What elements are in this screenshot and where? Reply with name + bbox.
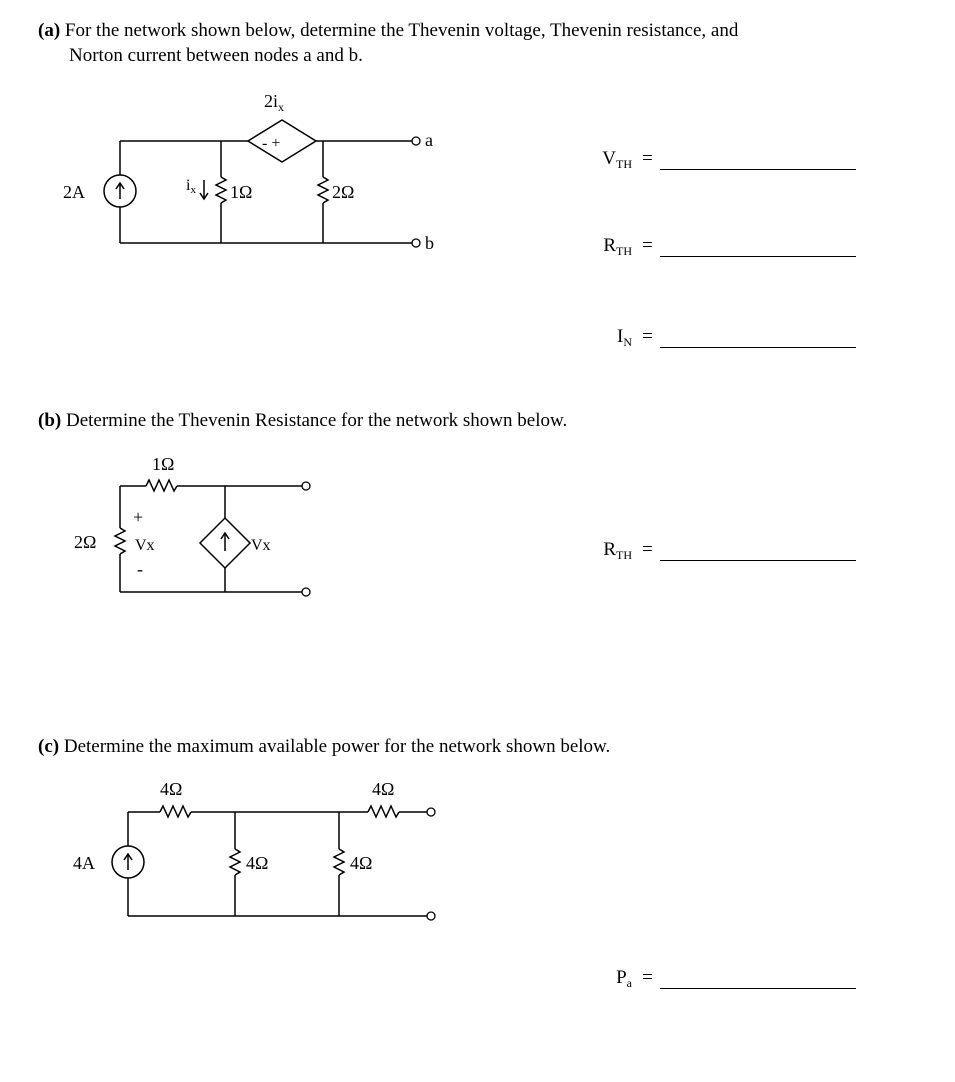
question-a-text-line1: For the network shown below, determine the Thevenin voltage, Thevenin resistance, and [64,20,739,41]
label-node-a: a [425,130,433,150]
answer-rth-b-symbol: $R_{TH}$ [603,539,632,562]
answer-rth-a-equals: = [642,235,653,256]
label-node-b: b [425,233,434,253]
label-2a: 2A [63,182,85,202]
label-r2: 2Ω [332,182,355,202]
answer-vth-symbol: $V_{TH}$ [602,148,632,171]
label-vx: Vx [135,537,155,554]
question-a-text-line2: Norton current between nodes a and b. [69,45,363,66]
label-4a: 4A [73,853,95,873]
answer-pa-symbol: $P_a$ [616,967,632,990]
answer-pa-blank[interactable] [660,988,856,989]
label-plus: + [133,507,144,527]
terminal-c-top [427,808,435,816]
label-dep-vx: Vx [251,537,271,554]
answer-in-equals: = [642,326,653,347]
label-dep-polarity: - + [262,135,281,152]
question-c-label: (c) [38,736,60,757]
label-r-top: 1Ω [152,454,175,474]
label-minus: - [137,559,143,579]
answer-pa-equals: = [642,967,653,988]
question-b-text: Determine the Thevenin Resistance for the network shown below. [65,410,568,431]
answer-in-symbol: $I_N$ [617,326,632,349]
label-ix: ix [186,177,196,196]
terminal-c-bottom [427,912,435,920]
question-c-text: Determine the maximum available power for the network shown below. [63,736,611,757]
question-b-label: (b) [38,410,62,431]
answer-pa [582,966,653,990]
answer-rth-b-equals: = [642,539,653,560]
label-r-mid1: 4Ω [246,853,269,873]
answer-vth-equals: = [642,148,653,169]
answer-rth-a-symbol: $R_{TH}$ [603,235,632,258]
label-r-top1: 4Ω [160,779,183,799]
label-r-left: 2Ω [74,532,97,552]
question-a-label: (a) [38,20,61,41]
label-r-top2: 4Ω [372,779,395,799]
label-r-mid2: 4Ω [350,853,373,873]
label-dep-source: $2i_x$ [264,91,285,114]
label-r1: 1Ω [230,182,253,202]
